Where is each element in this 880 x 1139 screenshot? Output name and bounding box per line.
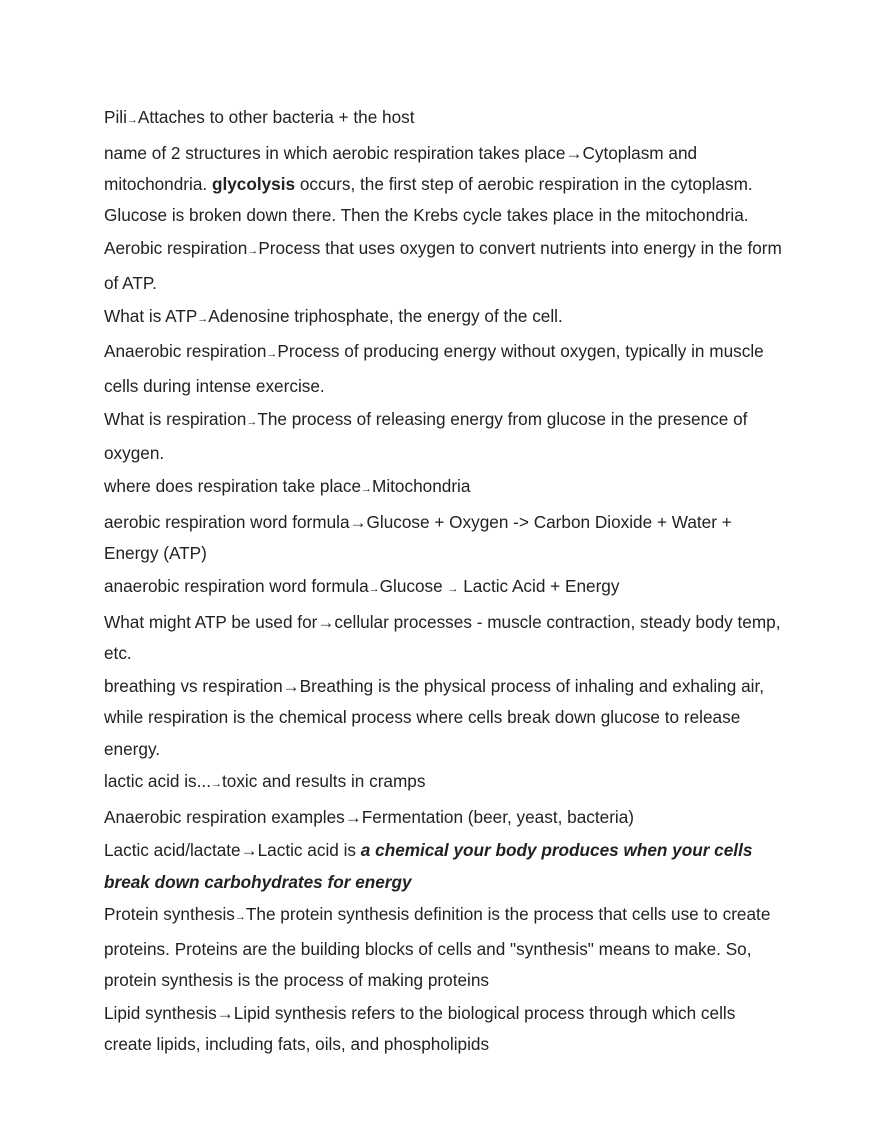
entry-breathing-vs-respiration bbox=[104, 671, 784, 765]
entry-pili bbox=[104, 102, 784, 136]
entry-lipid-synthesis bbox=[104, 998, 784, 1061]
entry-term: aerobic respiration word formula bbox=[104, 511, 350, 532]
entry-emphasis: glycolysis bbox=[211, 174, 296, 195]
entry-definition: Mitochondria bbox=[372, 475, 471, 496]
entry-definition: Cytoplasm and mitochondria. bbox=[104, 142, 698, 195]
entry-term: anaerobic respiration word formula bbox=[104, 575, 369, 596]
entry-definition: The process of releasing energy from glucose in the presence of oxygen. bbox=[104, 408, 748, 463]
entry-what-is-atp bbox=[104, 301, 784, 335]
entry-atp-uses bbox=[104, 607, 784, 670]
arrow-icon: → bbox=[349, 512, 367, 532]
entry-definition: Lactic Acid + Energy bbox=[458, 575, 620, 596]
arrow-icon: → bbox=[126, 114, 138, 126]
entry-anaerobic-formula bbox=[104, 571, 784, 605]
entry-lactic-acid-lactate bbox=[104, 835, 784, 898]
entry-protein-synthesis bbox=[104, 899, 784, 996]
entry-what-is-respiration bbox=[104, 404, 784, 470]
entry-definition: Attaches to other bacteria + the host bbox=[137, 107, 415, 127]
entry-term: where does respiration take place bbox=[104, 475, 362, 496]
arrow-icon: → bbox=[246, 415, 258, 428]
entry-term: What is respiration bbox=[104, 408, 247, 429]
entry-definition: Lipid synthesis refers to the biological process through which cells create lipids, including fats, oils, and phospholipids bbox=[104, 1002, 736, 1055]
arrow-icon: → bbox=[197, 312, 209, 325]
entry-definition: Process that uses oxygen to convert nutrients into energy in the form of ATP. bbox=[104, 238, 782, 293]
entry-term: Lactic acid/lactate bbox=[104, 840, 241, 861]
entry-term: Aerobic respiration bbox=[104, 238, 248, 259]
arrow-icon: → bbox=[234, 911, 246, 924]
entry-term: Protein synthesis bbox=[104, 904, 235, 925]
entry-term: Lipid synthesis bbox=[104, 1002, 217, 1023]
entry-term: lactic acid is... bbox=[104, 771, 211, 792]
entry-lactic-acid-is bbox=[104, 766, 784, 800]
arrow-icon: → bbox=[216, 1003, 234, 1023]
flashcard-document bbox=[104, 102, 784, 1061]
entry-aerobic-respiration bbox=[104, 233, 784, 299]
entry-definition: toxic and results in cramps bbox=[221, 771, 426, 792]
arrow-icon: → bbox=[247, 245, 259, 258]
entry-term: name of 2 structures in which aerobic respiration takes place bbox=[104, 142, 566, 163]
entry-definition: Breathing is the physical process of inhaling and exhaling air, while respiration is the chemical process where cells break down glucose to release energy. bbox=[104, 675, 765, 759]
entry-definition: Lactic acid is bbox=[257, 840, 361, 861]
entry-term: What is ATP bbox=[104, 305, 198, 326]
arrow-icon: → bbox=[447, 582, 459, 595]
arrow-icon: → bbox=[210, 778, 222, 791]
entry-anaerobic-respiration bbox=[104, 336, 784, 402]
entry-definition: cellular processes - muscle contraction, steady body temp, etc. bbox=[104, 611, 781, 664]
arrow-icon: → bbox=[361, 482, 373, 495]
entry-respiration-location bbox=[104, 471, 784, 505]
entry-definition: occurs, the first step of aerobic respiration in the cytoplasm. Glucose is broken down there. Then the Krebs cycle takes place in the mitochondria. bbox=[104, 174, 753, 226]
arrow-icon: → bbox=[317, 612, 335, 632]
arrow-icon: → bbox=[282, 676, 300, 696]
entry-definition: Fermentation (beer, yeast, bacteria) bbox=[361, 807, 635, 828]
entry-definition: Adenosine triphosphate, the energy of the cell. bbox=[208, 305, 563, 326]
arrow-icon: → bbox=[565, 143, 583, 163]
entry-definition: Glucose bbox=[379, 575, 448, 596]
entry-term: What might ATP be used for bbox=[104, 611, 318, 632]
entry-anaerobic-examples bbox=[104, 802, 784, 833]
entry-emphasis: a chemical your body produces when your cells break down carbohydrates for energy bbox=[104, 840, 753, 892]
entry-aerobic-formula bbox=[104, 507, 784, 570]
entry-aerobic-structures bbox=[104, 138, 784, 232]
entry-term: Pili bbox=[104, 107, 127, 127]
entry-definition: Process of producing energy without oxygen, typically in muscle cells during intense exercise. bbox=[104, 341, 764, 396]
arrow-icon: → bbox=[240, 841, 258, 861]
entry-definition: Glucose + Oxygen -> Carbon Dioxide + Water + Energy (ATP) bbox=[104, 511, 732, 564]
arrow-icon: → bbox=[368, 582, 380, 595]
entry-definition: The protein synthesis definition is the process that cells use to create proteins. Proteins are the building blocks of cells and "synthesis" means to make. So, protein synthesis is the process of making proteins bbox=[104, 904, 771, 991]
entry-term: Anaerobic respiration bbox=[104, 341, 267, 362]
arrow-icon: → bbox=[344, 808, 362, 828]
entry-term: Anaerobic respiration examples bbox=[104, 807, 345, 828]
entry-term: breathing vs respiration bbox=[104, 675, 283, 696]
arrow-icon: → bbox=[266, 348, 278, 361]
